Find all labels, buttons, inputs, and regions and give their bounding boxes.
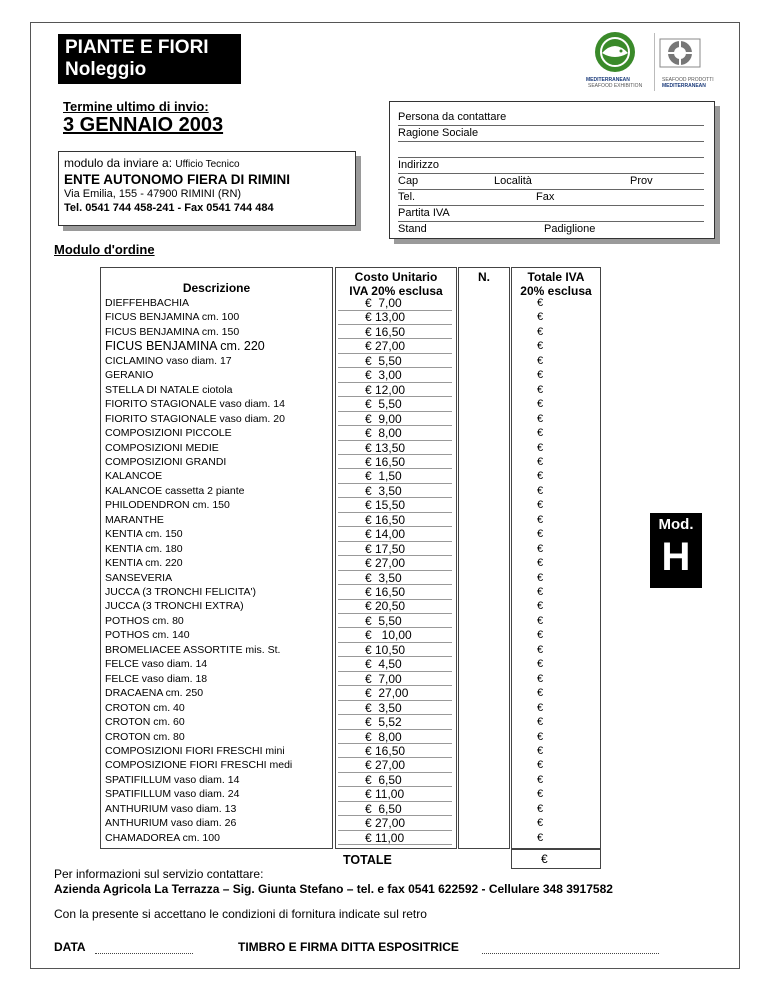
row-quantity-field[interactable]	[459, 715, 507, 729]
row-unit-price: € 3,50	[365, 700, 402, 715]
totale-euro: €	[541, 852, 548, 866]
row-quantity-field[interactable]	[459, 773, 507, 787]
row-quantity-field[interactable]	[459, 310, 507, 324]
quantity-header: N.	[478, 270, 490, 284]
row-total-euro: €	[537, 701, 544, 714]
mediterranean-seafood-logo	[590, 31, 640, 75]
send-to-address: Via Emilia, 155 - 47900 RIMINI (RN)	[64, 188, 242, 200]
row-unit-price: € 11,00	[365, 787, 405, 802]
row-description: SPATIFILLUM vaso diam. 24	[105, 788, 240, 801]
row-unit-price: € 5,50	[365, 397, 402, 412]
row-description: COMPOSIZIONE FIORI FRESCHI medi	[105, 759, 293, 772]
row-quantity-field[interactable]	[459, 368, 507, 382]
row-description: STELLA DI NATALE ciotola	[105, 383, 233, 396]
row-total-euro: €	[537, 744, 544, 757]
accept-conditions: Con la presente si accettano le condizioni di fornitura indicate sul retro	[54, 907, 427, 921]
row-total-euro: €	[537, 629, 544, 642]
row-quantity-field[interactable]	[459, 643, 507, 657]
row-description: FICUS BENJAMINA cm. 220	[105, 339, 265, 354]
row-description: BROMELIACEE ASSORTITE mis. St.	[105, 643, 281, 656]
row-description: FIORITO STAGIONALE vaso diam. 14	[105, 398, 285, 411]
row-description: FICUS BENJAMINA cm. 100	[105, 311, 240, 324]
send-to-office: Ufficio Tecnico	[175, 159, 240, 170]
row-description: POTHOS cm. 140	[105, 629, 190, 642]
totale-field[interactable]	[511, 849, 601, 869]
row-unit-price: € 16,50	[365, 512, 406, 527]
row-unit-price: € 8,00	[365, 426, 402, 441]
row-description: ANTHURIUM vaso diam. 26	[105, 817, 237, 830]
info-company: Azienda Agricola La Terrazza – Sig. Giunta Stefano – tel. e fax 0541 622592 - Cellulare 348 3917582	[54, 882, 613, 896]
row-quantity-field[interactable]	[459, 556, 507, 570]
date-label: DATA	[54, 940, 86, 954]
row-description: COMPOSIZIONI GRANDI	[105, 455, 227, 468]
totale-label: TOTALE	[343, 853, 392, 867]
contact-fax-label: Fax	[536, 191, 555, 203]
row-quantity-field[interactable]	[459, 657, 507, 671]
row-unit-price: € 6,50	[365, 801, 402, 816]
row-total-euro: €	[537, 412, 544, 425]
row-unit-price: € 8,00	[365, 729, 402, 744]
row-quantity-field[interactable]	[459, 614, 507, 628]
mod-badge-line2: H	[661, 535, 691, 579]
deadline-label: Termine ultimo di invio:	[63, 99, 209, 114]
row-unit-price: € 27,00	[365, 758, 406, 773]
row-quantity-field[interactable]	[459, 571, 507, 585]
row-quantity-field[interactable]	[459, 426, 507, 440]
row-total-euro: €	[537, 455, 544, 468]
contact-piva-field[interactable]	[398, 206, 704, 222]
row-quantity-field[interactable]	[459, 816, 507, 830]
row-description: COMPOSIZIONI PICCOLE	[105, 427, 232, 440]
row-total-euro: €	[537, 571, 544, 584]
info-text: Per informazioni sul servizio contattare:	[54, 867, 264, 881]
row-quantity-field[interactable]	[459, 831, 507, 845]
contact-stand-field[interactable]	[398, 222, 704, 237]
order-title: Modulo d'ordine	[54, 242, 155, 257]
row-description: GERANIO	[105, 369, 154, 382]
row-unit-price: € 17,50	[365, 541, 406, 556]
row-unit-price: € 16,50	[365, 454, 406, 469]
row-quantity-field[interactable]	[459, 498, 507, 512]
row-description: ANTHURIUM vaso diam. 13	[105, 802, 237, 815]
row-quantity-field[interactable]	[459, 412, 507, 426]
row-quantity-field[interactable]	[459, 296, 507, 310]
row-description: COMPOSIZIONI MEDIE	[105, 441, 219, 454]
row-total-euro: €	[537, 499, 544, 512]
row-unit-price: € 16,50	[365, 743, 406, 758]
contact-box	[389, 101, 715, 239]
send-to-phones: Tel. 0541 744 458-241 - Fax 0541 744 484	[64, 202, 274, 214]
row-total-euro: €	[537, 369, 544, 382]
row-total-euro: €	[537, 600, 544, 613]
row-total-euro: €	[537, 687, 544, 700]
row-quantity-field[interactable]	[459, 455, 507, 469]
row-quantity-field[interactable]	[459, 628, 507, 642]
row-unit-price: € 27,00	[365, 816, 406, 831]
row-unit-price: € 27,00	[365, 556, 406, 571]
row-description: JUCCA (3 TRONCHI EXTRA)	[105, 600, 244, 613]
row-unit-price: € 7,00	[365, 671, 402, 686]
row-quantity-field[interactable]	[459, 744, 507, 758]
left-logo-caption-2: SEAFOOD EXHIBITION	[588, 83, 643, 89]
unit-cost-header	[336, 268, 456, 298]
title-line-1: PIANTE E FIORI	[65, 37, 209, 58]
row-unit-price: € 27,00	[365, 686, 409, 701]
row-quantity-field[interactable]	[459, 686, 507, 700]
right-logo-caption-2: MEDITERRANEAN	[662, 83, 706, 89]
row-quantity-field[interactable]	[459, 758, 507, 772]
row-unit-price: € 1,50	[365, 469, 402, 484]
row-unit-price: € 11,00	[365, 830, 405, 845]
contact-stand-label: Stand	[398, 223, 427, 235]
row-description: KALANCOE	[105, 470, 163, 483]
row-unit-price: € 5,50	[365, 353, 402, 368]
row-unit-price: € 5,52	[365, 715, 402, 730]
row-total-euro: €	[537, 297, 544, 309]
row-total-euro: €	[537, 658, 544, 671]
row-description: CICLAMINO vaso diam. 17	[105, 354, 232, 367]
row-quantity-field[interactable]	[459, 354, 507, 368]
row-unit-price: € 12,00	[365, 382, 406, 397]
row-quantity-field[interactable]	[459, 599, 507, 613]
row-description: POTHOS cm. 80	[105, 614, 184, 627]
row-unit-price: € 16,50	[365, 324, 406, 339]
send-to-entity: ENTE AUTONOMO FIERA DI RIMINI	[64, 172, 290, 187]
row-description: JUCCA (3 TRONCHI FELICITA')	[105, 586, 256, 598]
row-total-euro: €	[537, 759, 544, 772]
row-unit-price: € 20,50	[365, 599, 406, 614]
row-total-euro: €	[537, 354, 544, 367]
row-unit-price: € 15,50	[365, 498, 406, 513]
row-quantity-field[interactable]	[459, 527, 507, 541]
contact-localita-label: Località	[494, 175, 532, 187]
row-total-euro: €	[537, 398, 544, 411]
signature-label: TIMBRO E FIRMA DITTA ESPOSITRICE	[238, 940, 459, 954]
row-unit-price: € 14,00	[365, 527, 406, 542]
row-quantity-field[interactable]	[459, 672, 507, 686]
send-to-prefix: modulo da inviare a:	[64, 156, 173, 170]
row-unit-price: € 9,00	[365, 411, 402, 426]
row-description: SPATIFILLUM vaso diam. 14	[105, 773, 240, 786]
row-total-euro: €	[537, 542, 544, 555]
row-quantity-field[interactable]	[459, 802, 507, 816]
send-to-line	[64, 156, 240, 170]
row-total-euro: €	[537, 614, 544, 627]
row-description: FIORITO STAGIONALE vaso diam. 20	[105, 412, 285, 425]
row-quantity-field[interactable]	[459, 325, 507, 339]
row-description: DIEFFEHBACHIA	[105, 297, 190, 309]
right-logo-caption-1: SEAFOOD PRODOTTI	[662, 77, 714, 83]
row-description: PHILODENDRON cm. 150	[105, 499, 230, 512]
unit-cost-header-line2: IVA 20% esclusa	[349, 284, 443, 298]
row-description: CROTON cm. 60	[105, 716, 185, 729]
contact-cap-label: Cap	[398, 175, 419, 187]
row-unit-price: € 7,00	[365, 296, 402, 310]
unit-cost-header-line1: Costo Unitario	[354, 270, 438, 284]
row-description: CHAMADOREA cm. 100	[105, 831, 220, 844]
contact-indirizzo-field[interactable]	[398, 158, 704, 174]
row-description: FELCE vaso diam. 14	[105, 658, 208, 671]
contact-piva-label: Partita IVA	[398, 207, 450, 219]
contact-padiglione-label: Padiglione	[544, 223, 596, 235]
row-description: CROTON cm. 40	[105, 701, 185, 714]
row-total-euro: €	[537, 831, 544, 844]
deadline-date: 3 GENNAIO 2003	[63, 114, 224, 136]
row-quantity-field[interactable]	[459, 585, 507, 599]
row-description: KENTIA cm. 180	[105, 542, 183, 555]
contact-tel-label: Tel.	[398, 191, 416, 203]
total-header	[512, 268, 600, 298]
row-separator	[338, 844, 452, 845]
row-total-euro: €	[537, 586, 544, 598]
date-field[interactable]	[95, 953, 193, 954]
row-total-euro: €	[537, 340, 544, 353]
mod-badge-line1: Mod.	[658, 516, 694, 533]
row-total-euro: €	[537, 788, 544, 801]
row-quantity-field[interactable]	[459, 787, 507, 801]
row-total-euro: €	[537, 441, 544, 454]
row-unit-price: € 6,50	[365, 772, 402, 787]
row-total-euro: €	[537, 513, 544, 526]
row-unit-price: € 10,50	[365, 642, 406, 657]
row-description: DRACAENA cm. 250	[105, 687, 204, 700]
total-header-line2: 20% esclusa	[520, 284, 592, 298]
row-quantity-field[interactable]	[459, 513, 507, 527]
row-total-euro: €	[537, 802, 544, 815]
contact-persona-field[interactable]	[398, 110, 704, 126]
logos	[582, 31, 714, 93]
row-total-euro: €	[537, 672, 544, 685]
row-total-euro: €	[537, 383, 544, 396]
logo-divider	[654, 33, 655, 91]
row-total-euro: €	[537, 817, 544, 830]
row-description: SANSEVERIA	[105, 571, 173, 584]
row-total-euro: €	[537, 557, 544, 570]
contact-persona-label: Persona da contattare	[398, 111, 507, 123]
row-quantity-field[interactable]	[459, 701, 507, 715]
row-quantity-field[interactable]	[459, 383, 507, 397]
total-column	[511, 267, 601, 849]
row-description: FELCE vaso diam. 18	[105, 672, 208, 685]
row-total-euro: €	[537, 716, 544, 729]
row-description: COMPOSIZIONI FIORI FRESCHI mini	[105, 744, 285, 757]
row-unit-price: € 16,50	[365, 585, 406, 599]
row-quantity-field[interactable]	[459, 397, 507, 411]
row-total-euro: €	[537, 730, 544, 743]
seafood-prodotti-logo	[658, 31, 702, 75]
row-description: KENTIA cm. 150	[105, 528, 183, 541]
left-logo-caption-1: MEDITERRANEAN	[586, 77, 630, 83]
mod-badge	[650, 513, 702, 588]
row-total-euro: €	[537, 325, 544, 338]
row-total-euro: €	[537, 470, 544, 483]
description-header: Descrizione	[182, 281, 251, 295]
row-unit-price: € 3,50	[365, 570, 402, 585]
row-unit-price: € 13,00	[365, 310, 406, 325]
send-to-box	[58, 151, 356, 226]
row-description: CROTON cm. 80	[105, 730, 185, 743]
row-unit-price: € 10,00	[365, 628, 412, 643]
row-quantity-field[interactable]	[459, 542, 507, 556]
total-header-line1: Totale IVA	[527, 270, 585, 284]
title-line-2: Noleggio	[65, 59, 147, 80]
row-description: KALANCOE cassetta 2 piante	[105, 484, 245, 497]
row-unit-price: € 4,50	[365, 657, 402, 672]
contact-indirizzo-label: Indirizzo	[398, 159, 439, 171]
contact-prov-label: Prov	[630, 175, 653, 187]
signature-field[interactable]	[482, 953, 659, 954]
row-unit-price: € 5,50	[365, 613, 402, 628]
contact-ragione-field[interactable]	[398, 126, 704, 142]
row-total-euro: €	[537, 427, 544, 440]
row-unit-price: € 13,50	[365, 440, 406, 455]
row-unit-price: € 3,50	[365, 483, 402, 498]
contact-tel-field[interactable]	[398, 190, 704, 206]
row-total-euro: €	[537, 311, 544, 324]
page-title	[58, 34, 241, 84]
row-total-euro: €	[537, 528, 544, 541]
row-description: KENTIA cm. 220	[105, 557, 183, 570]
contact-ragione-label: Ragione Sociale	[398, 127, 479, 139]
row-unit-price: € 3,00	[365, 368, 402, 383]
contact-cap-field[interactable]	[398, 174, 704, 190]
row-total-euro: €	[537, 643, 544, 656]
contact-blank-field[interactable]	[398, 142, 704, 158]
row-total-euro: €	[537, 773, 544, 786]
row-quantity-field[interactable]	[459, 339, 507, 353]
row-quantity-field[interactable]	[459, 469, 507, 483]
row-description: FICUS BENJAMINA cm. 150	[105, 325, 240, 338]
row-total-euro: €	[537, 484, 544, 497]
row-quantity-field[interactable]	[459, 730, 507, 744]
row-description: MARANTHE	[105, 513, 164, 526]
row-quantity-field[interactable]	[459, 484, 507, 498]
row-unit-price: € 27,00	[365, 339, 406, 354]
row-quantity-field[interactable]	[459, 441, 507, 455]
